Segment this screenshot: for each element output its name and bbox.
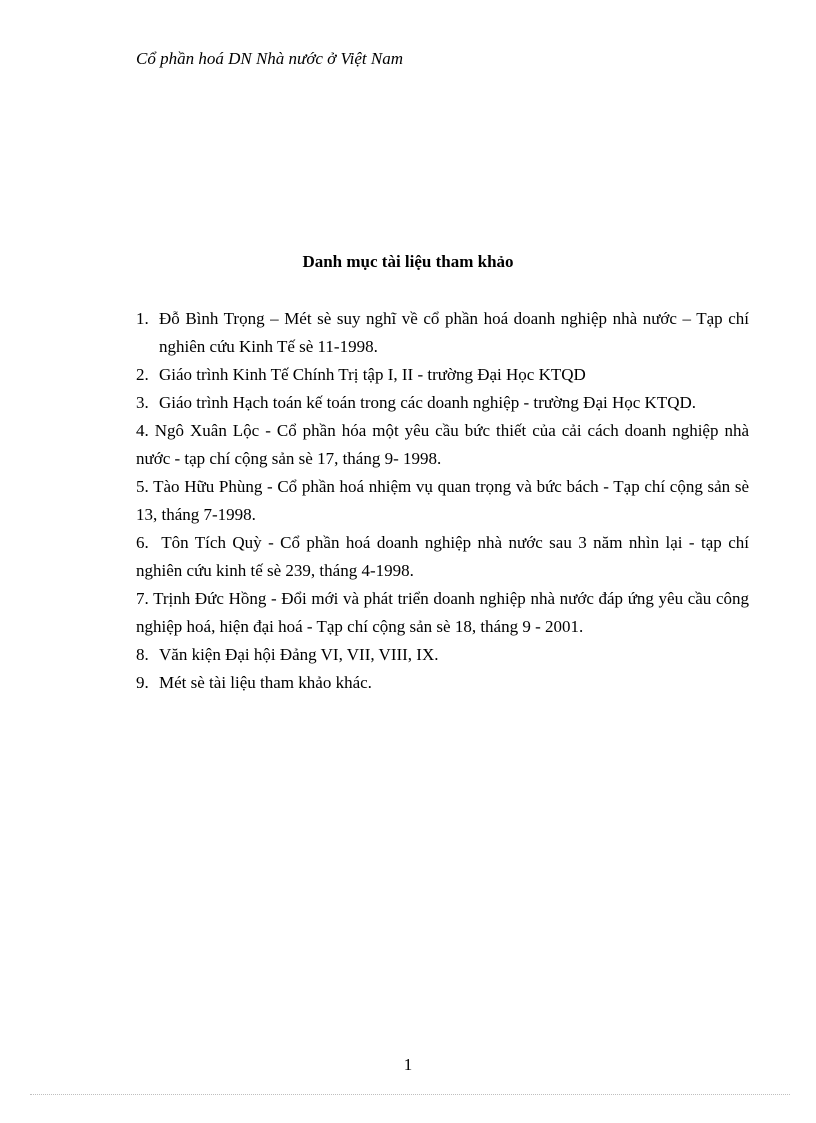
reference-item-6 — [136, 529, 749, 585]
reference-number: 8. — [136, 645, 149, 664]
reference-item-7 — [136, 585, 749, 641]
reference-list — [136, 305, 749, 697]
reference-text: Ngô Xuân Lộc - Cổ phần hóa một yêu cầu bức thiết của cải cách doanh nghiệp nhà nước - tạp chí cộng sản sè 17, tháng 9- 1998. — [136, 421, 750, 468]
reference-text: Đỗ Bình Trọng – Mét sè suy nghĩ về cổ phần hoá doanh nghiệp nhà nước – Tạp chí nghiên cứu Kinh Tế sè 11-1998. — [159, 309, 749, 356]
reference-item-3 — [136, 389, 749, 417]
reference-number: 5. — [136, 477, 149, 496]
reference-number: 3. — [136, 393, 149, 412]
reference-item-8 — [136, 641, 749, 669]
reference-number: 4. — [136, 421, 149, 440]
reference-number: 7. — [136, 589, 149, 608]
references-heading: Danh mục tài liệu tham khảo — [302, 252, 514, 271]
page-bottom-divider — [30, 1094, 790, 1095]
reference-number: 9. — [136, 673, 149, 692]
reference-number: 6. — [136, 533, 149, 552]
reference-item-5 — [136, 473, 749, 529]
reference-text: Giáo trình Hạch toán kế toán trong các doanh nghiệp - trường Đại Học KTQD. — [159, 393, 697, 412]
reference-item-9 — [136, 669, 749, 697]
page-number: 1 — [403, 1055, 413, 1074]
reference-text: Mét sè tài liệu tham khảo khác. — [159, 673, 372, 692]
reference-item-1 — [136, 305, 749, 361]
reference-text: Giáo trình Kinh Tế Chính Trị tập I, II - trường Đại Học KTQD — [159, 365, 586, 384]
document-header-title: Cổ phần hoá DN Nhà nước ở Việt Nam — [136, 49, 403, 68]
reference-text: Tôn Tích Quỳ - Cổ phần hoá doanh nghiệp nhà nước sau 3 năm nhìn lại - tạp chí nghiên cứu kinh tế sè 239, tháng 4-1998. — [136, 533, 749, 580]
reference-text: Văn kiện Đại hội Đảng VI, VII, VIII, IX. — [159, 645, 439, 664]
reference-number: 1. — [136, 309, 149, 328]
reference-item-2 — [136, 361, 749, 389]
reference-text: Tào Hữu Phùng - Cổ phần hoá nhiệm vụ quan trọng và bức bách - Tạp chí cộng sản sè 13, tháng 7-1998. — [136, 477, 750, 524]
reference-text: Trịnh Đức Hồng - Đổi mới và phát triển doanh nghiệp nhà nước đáp ứng yêu cầu công nghiệp hoá, hiện đại hoá - Tạp chí cộng sản sè 18, tháng 9 - 2001. — [136, 589, 749, 636]
reference-item-4 — [136, 417, 749, 473]
reference-number: 2. — [136, 365, 149, 384]
